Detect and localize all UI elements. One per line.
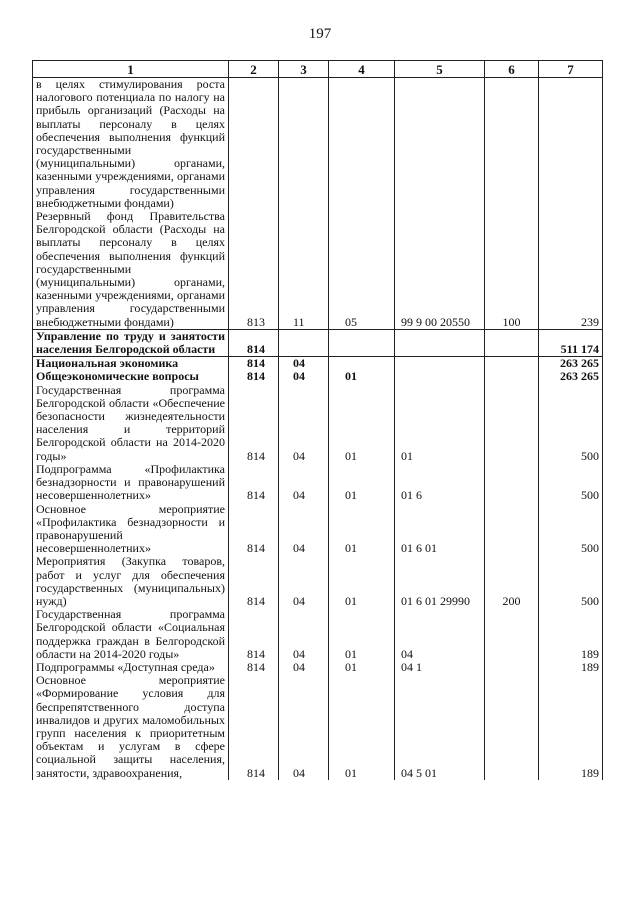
cell-section: 04 [279, 370, 329, 383]
cell-expense-type [485, 608, 539, 661]
cell-expense-type [485, 357, 539, 371]
cell-amount: 500 [539, 555, 603, 608]
cell-section: 04 [279, 463, 329, 503]
cell-subsection [329, 78, 395, 211]
table-row [33, 329, 603, 356]
cell-section: 04 [279, 661, 329, 674]
cell-section: 04 [279, 608, 329, 661]
page-number: 197 [308, 26, 332, 42]
cell-ved: 814 [229, 503, 279, 556]
cell-expense-type [485, 370, 539, 383]
table-row [33, 78, 603, 211]
cell-target: 04 1 [395, 661, 485, 674]
cell-subsection [329, 357, 395, 371]
header-row [33, 61, 603, 78]
row-name: Государственная программа Белгородской области «Обеспечение безопасности жизнедеятельности населения и территорий Белгородской области на 2014-2020 годы» [33, 384, 229, 463]
row-name: Общеэкономические вопросы [33, 370, 229, 383]
row-name: в целях стимулирования роста налогового потенциала по налогу на прибыль организаций (Расходы на выплаты персоналу в целях обеспечения выполнения функций государственными (муниципальными) органами, казенными учреждениями, органами управления государственными внебюджетными фондами) [33, 78, 229, 211]
cell-section: 11 [279, 210, 329, 329]
cell-expense-type [485, 78, 539, 211]
cell-expense-type [485, 503, 539, 556]
cell-ved: 814 [229, 370, 279, 383]
cell-amount [539, 78, 603, 211]
cell-expense-type [485, 463, 539, 503]
table-row [33, 370, 603, 383]
cell-ved: 814 [229, 384, 279, 463]
header-col-5: 5 [395, 61, 485, 78]
row-name: Управление по труду и занятости населения Белгородской области [33, 329, 229, 356]
cell-target [395, 357, 485, 371]
cell-subsection: 01 [329, 555, 395, 608]
header-col-2: 2 [229, 61, 279, 78]
cell-section: 04 [279, 503, 329, 556]
cell-target [395, 329, 485, 356]
cell-subsection: 01 [329, 384, 395, 463]
cell-ved: 813 [229, 210, 279, 329]
cell-expense-type [485, 661, 539, 674]
cell-section: 04 [279, 384, 329, 463]
cell-section: 04 [279, 555, 329, 608]
table-row [33, 674, 603, 780]
cell-target: 01 6 01 29990 [395, 555, 485, 608]
row-name: Основное мероприятие «Формирование условия для беспрепятственного доступа инвалидов и других маломобильных групп населения к приоритетным объектам и услугам в сфере социальной защиты населения, занятости, здравоохранения, [33, 674, 229, 780]
cell-target [395, 370, 485, 383]
row-name: Подпрограммы «Доступная среда» [33, 661, 229, 674]
header-col-3: 3 [279, 61, 329, 78]
header-col-6: 6 [485, 61, 539, 78]
cell-ved: 814 [229, 608, 279, 661]
cell-amount: 263 265 [539, 370, 603, 383]
table-row [33, 463, 603, 503]
table-body [33, 78, 603, 780]
header-col-4: 4 [329, 61, 395, 78]
cell-subsection: 01 [329, 608, 395, 661]
cell-expense-type [485, 384, 539, 463]
cell-subsection: 01 [329, 503, 395, 556]
cell-subsection: 01 [329, 370, 395, 383]
cell-ved: 814 [229, 329, 279, 356]
cell-ved: 814 [229, 463, 279, 503]
cell-ved: 814 [229, 674, 279, 780]
cell-amount: 511 174 [539, 329, 603, 356]
cell-target: 01 6 [395, 463, 485, 503]
cell-ved: 814 [229, 661, 279, 674]
cell-expense-type: 200 [485, 555, 539, 608]
cell-subsection [329, 329, 395, 356]
cell-ved: 814 [229, 357, 279, 371]
cell-amount: 263 265 [539, 357, 603, 371]
row-name: Основное мероприятие «Профилактика безнадзорности и правонарушений несовершеннолетних» [33, 503, 229, 556]
table-row [33, 555, 603, 608]
table-row [33, 503, 603, 556]
cell-section [279, 78, 329, 211]
cell-expense-type [485, 674, 539, 780]
cell-expense-type: 100 [485, 210, 539, 329]
cell-amount: 500 [539, 384, 603, 463]
cell-amount: 239 [539, 210, 603, 329]
cell-subsection: 05 [329, 210, 395, 329]
cell-target: 01 6 01 [395, 503, 485, 556]
cell-amount: 189 [539, 608, 603, 661]
row-name: Подпрограмма «Профилактика безнадзорности и правонарушений несовершеннолетних» [33, 463, 229, 503]
cell-amount: 500 [539, 463, 603, 503]
cell-amount: 500 [539, 503, 603, 556]
row-name: Государственная программа Белгородской области «Социальная поддержка граждан в Белгородской области на 2014-2020 годы» [33, 608, 229, 661]
cell-section: 04 [279, 674, 329, 780]
cell-target [395, 78, 485, 211]
cell-target: 04 5 01 [395, 674, 485, 780]
table-row [33, 357, 603, 371]
header-col-7: 7 [539, 61, 603, 78]
cell-subsection: 01 [329, 661, 395, 674]
cell-subsection: 01 [329, 463, 395, 503]
row-name: Резервный фонд Правительства Белгородской области (Расходы на выплаты персоналу в целях обеспечения выполнения функций государственными (муниципальными) органами, казенными учреждениями, органами управления государственными внебюджетными фондами) [33, 210, 229, 329]
header-col-1: 1 [33, 61, 229, 78]
cell-section: 04 [279, 357, 329, 371]
budget-table [32, 60, 603, 780]
row-name: Мероприятия (Закупка товаров, работ и услуг для обеспечения государственных (муниципальных) нужд) [33, 555, 229, 608]
table-row [33, 210, 603, 329]
cell-amount: 189 [539, 674, 603, 780]
table-row [33, 384, 603, 463]
row-name: Национальная экономика [33, 357, 229, 371]
cell-expense-type [485, 329, 539, 356]
table-row [33, 608, 603, 661]
cell-target: 01 [395, 384, 485, 463]
cell-amount: 189 [539, 661, 603, 674]
cell-section [279, 329, 329, 356]
cell-target: 04 [395, 608, 485, 661]
cell-ved: 814 [229, 555, 279, 608]
cell-ved [229, 78, 279, 211]
cell-target: 99 9 00 20550 [395, 210, 485, 329]
cell-subsection: 01 [329, 674, 395, 780]
